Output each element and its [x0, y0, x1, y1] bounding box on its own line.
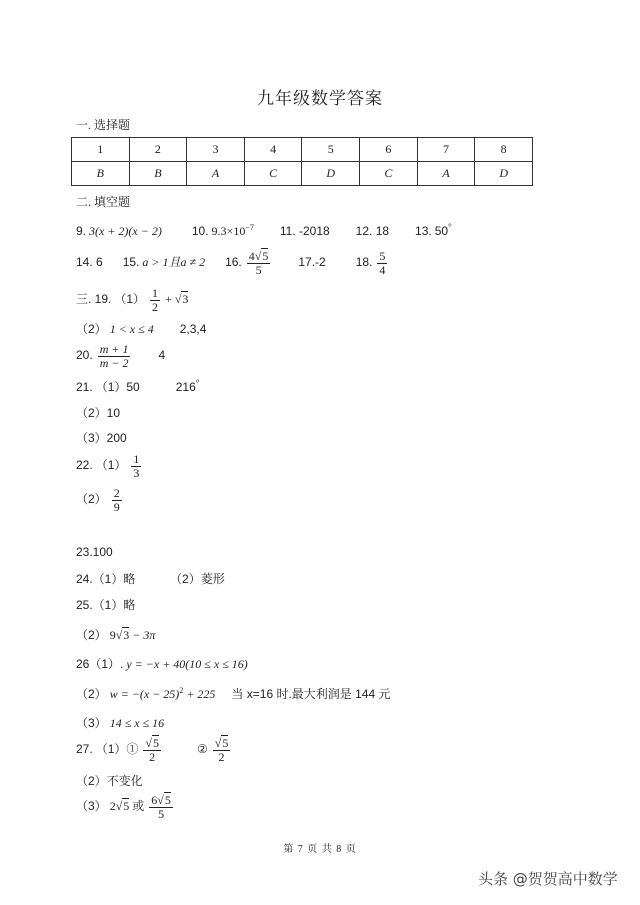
answer-27-fraction-b: $\frac{√5}{2}$	[214, 736, 229, 764]
table-cell: 6	[360, 138, 418, 162]
table-cell: B	[72, 162, 130, 186]
answer-26-3	[76, 714, 164, 731]
part-label: （3）	[76, 716, 107, 730]
table-cell: A	[187, 162, 245, 186]
value: 4	[158, 347, 166, 362]
item-number: 21.	[76, 380, 93, 394]
item-number: 10.	[191, 224, 209, 238]
answer-27-2: （2）不变化	[76, 774, 143, 788]
part-label: （2）	[76, 687, 107, 701]
table-cell: 4	[244, 138, 302, 162]
answer-22-1-fraction	[131, 453, 141, 479]
answer-26-1	[76, 655, 248, 672]
item-number: 9.	[76, 224, 87, 238]
answer-20-fraction	[98, 343, 131, 369]
section-fill-heading: 二. 填空题	[76, 195, 131, 209]
part-1: 24.（1）略	[76, 572, 136, 586]
item-number: 27.	[76, 741, 93, 756]
or-word: 或	[132, 798, 145, 813]
radicand: 5	[262, 249, 269, 263]
part-label: （1）	[114, 291, 146, 306]
part-label: （2）	[76, 491, 107, 506]
answer-12: 12. 18	[355, 224, 390, 238]
numerator: 5	[379, 249, 386, 263]
answer-23: 23.100	[76, 545, 113, 559]
numerator: 1	[133, 452, 140, 466]
section-choice-heading: 一. 选择题	[76, 118, 131, 132]
answer-letter-row	[72, 162, 533, 186]
denominator: 3	[133, 465, 140, 480]
angle-value: 216	[175, 380, 196, 394]
numerator-coefficient: 4	[248, 249, 255, 263]
part-answer: （1）50	[95, 380, 140, 394]
numerator: 1	[152, 286, 159, 300]
answer-9: 3(x + 2)(x − 2)	[89, 224, 162, 238]
question-number-row	[72, 138, 533, 162]
denominator: 5	[158, 806, 165, 821]
part-2: （2）菱形	[170, 572, 225, 586]
numerator: m + 1	[99, 342, 129, 356]
table-cell: 5	[302, 138, 360, 162]
answer-19-1: 三. 19. （1） $\frac{1}{2}$ + √3	[76, 286, 189, 314]
radicand: 3	[123, 628, 130, 642]
answer-24	[76, 570, 225, 587]
answer-13: 50	[434, 224, 449, 238]
answer-22-2	[76, 487, 124, 513]
integer-values: 2,3,4	[179, 322, 207, 336]
item-number: 15.	[122, 254, 140, 269]
denominator: 2	[152, 299, 159, 314]
item-number: 22.	[76, 457, 93, 472]
exponent: 2	[179, 686, 184, 695]
item-number: 16.	[225, 254, 242, 269]
part-label: （3）	[76, 798, 107, 813]
coefficient: 9	[109, 628, 116, 642]
answer-25-2: （2） 9√3 − 3π	[76, 628, 156, 642]
table-cell: 3	[187, 138, 245, 162]
answer-21-1	[76, 378, 199, 395]
denominator: 4	[379, 262, 386, 277]
item-number: 13.	[415, 224, 432, 238]
item-number: 三. 19.	[76, 291, 112, 306]
answer-21-2: （2）10	[76, 406, 121, 420]
answer-22-1	[76, 453, 143, 479]
table-cell: A	[417, 162, 475, 186]
denominator: 2	[149, 749, 156, 764]
watermark-text: 头条 @贺贺高中数学	[478, 870, 618, 888]
answer-26-2	[76, 685, 390, 702]
table-cell: 2	[129, 138, 187, 162]
answer-22-2-fraction	[112, 487, 122, 513]
answer-16-fraction: $\frac{4√5}{5}$	[248, 249, 269, 277]
plus-sign: +	[165, 291, 172, 306]
answer-10-exponent: −7	[245, 223, 254, 232]
answer-20	[76, 343, 165, 369]
answer-18-fraction	[377, 250, 387, 276]
pi-term: − 3π	[129, 628, 156, 642]
answer-27-fraction-a: $\frac{√5}{2}$	[145, 736, 159, 764]
denominator: 9	[113, 499, 120, 514]
range-expression: 14 ≤ x ≤ 16	[109, 716, 165, 730]
table-cell: 1	[72, 138, 130, 162]
profit-expression: w = −(x − 25)	[109, 687, 180, 701]
answer-19-fraction	[150, 287, 160, 313]
denominator: 5	[255, 262, 262, 277]
inequality: 1 < x ≤ 4	[109, 322, 154, 336]
table-cell: D	[302, 162, 360, 186]
table-cell: D	[475, 162, 533, 186]
item-number: 20.	[76, 347, 93, 362]
radicand: 5	[123, 798, 130, 813]
denominator: m − 2	[99, 355, 129, 370]
numerator-coefficient: 6	[151, 793, 158, 807]
answer-27-1	[76, 737, 232, 763]
radicand: 5	[222, 736, 229, 750]
item-number: 26（1）.	[76, 657, 124, 671]
table-cell: 8	[475, 138, 533, 162]
item-number: 18.	[355, 254, 373, 269]
denominator: 2	[218, 749, 225, 764]
answer-14: 14. 6	[76, 254, 103, 269]
answers-14-18	[76, 250, 389, 276]
table-cell: C	[244, 162, 302, 186]
radicand: 5	[164, 793, 171, 807]
answer-table	[71, 137, 533, 186]
table-cell: B	[129, 162, 187, 186]
degree-symbol: °	[195, 378, 200, 388]
answer-10: 9.3×10	[211, 224, 246, 238]
circled-two: ②	[196, 741, 208, 756]
table-cell: C	[360, 162, 418, 186]
part-label: （1）	[95, 457, 127, 472]
part-label: （2）	[76, 322, 107, 336]
answer-27-3: （3） 2√5 或 $\frac{6√5}{5}$	[76, 793, 171, 821]
page-title: 九年级数学答案	[257, 89, 383, 108]
page-footer: 第 7 页 共 8 页	[283, 844, 357, 855]
answer-11: 11. -2018	[279, 224, 330, 238]
part-label: （2）	[76, 628, 107, 642]
answers-9-13	[76, 222, 452, 239]
answer-15: a > 1且a ≠ 2	[142, 254, 206, 269]
answer-21-3: （3）200	[76, 431, 127, 445]
numerator: 2	[113, 486, 120, 500]
profit-expression-constant: + 225	[183, 687, 216, 701]
coefficient: 2	[109, 798, 116, 813]
degree-symbol: °	[448, 222, 452, 232]
answer-25-1: 25.（1）略	[76, 598, 136, 612]
answer-27-3-fraction: $\frac{6√5}{5}$	[151, 793, 171, 821]
max-profit-note: 当 x=16 时.最大利润是 144 元	[231, 687, 391, 701]
radicand: 3	[182, 291, 189, 306]
part-label: （1）①	[95, 741, 139, 756]
function-expression: y = −x + 40(10 ≤ x ≤ 16)	[126, 657, 248, 671]
answer-19-2	[76, 320, 206, 337]
radicand: 5	[152, 736, 159, 750]
table-cell: 7	[417, 138, 475, 162]
answer-17: 17.-2	[298, 254, 326, 269]
